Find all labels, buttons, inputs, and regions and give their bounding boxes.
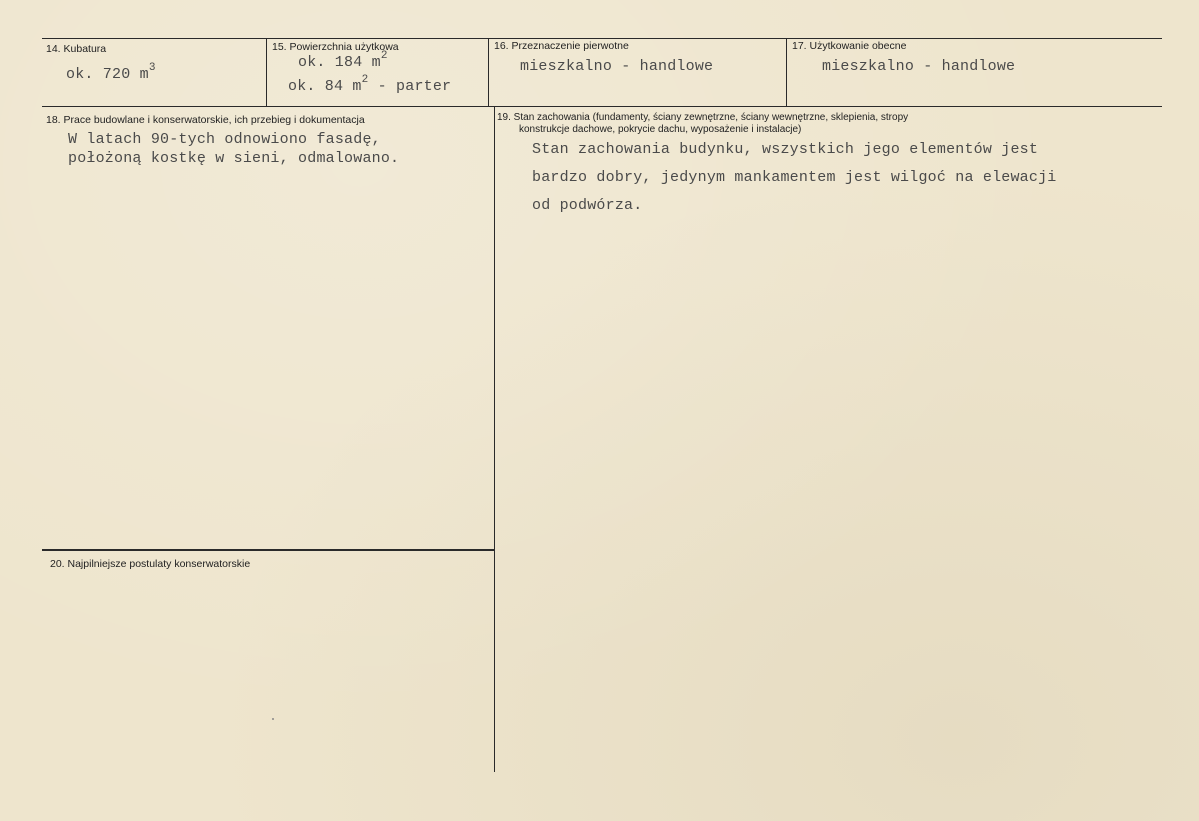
field-19-line-3: od podwórza. (532, 197, 643, 214)
field-17-label: 17. Użytkowanie obecne (792, 40, 907, 52)
usable-area-ground-suffix: - parter (368, 78, 452, 95)
field-14-label: 14. Kubatura (46, 43, 107, 55)
field-15-label: 15. Powierzchnia użytkowa (272, 41, 399, 53)
divider-15-16 (488, 38, 489, 106)
top-rule (42, 38, 1162, 39)
field-15-value-1 (298, 52, 388, 71)
usable-area-total-exponent: 2 (380, 50, 388, 62)
left-column-divider (42, 549, 495, 551)
field-19-line-2: bardzo dobry, jedynym mankamentem jest wilgoć na elewacji (532, 169, 1057, 186)
field-19-line-1: Stan zachowania budynku, wszystkich jego elementów jest (532, 141, 1039, 158)
main-vertical-divider (494, 106, 495, 772)
cubature-unit-exponent: 3 (148, 62, 156, 74)
divider-16-17 (786, 38, 787, 106)
field-18-line-2: położoną kostkę w sieni, odmalowano. (68, 150, 400, 167)
field-16-value: mieszkalno - handlowe (520, 58, 714, 75)
field-15-value-2 (288, 76, 451, 95)
field-18-label: 18. Prace budowlane i konserwatorskie, ich przebieg i dokumentacja (46, 114, 365, 126)
field-16-label: 16. Przeznaczenie pierwotne (494, 40, 629, 52)
paper-speck (272, 718, 274, 720)
field-19-value (532, 136, 1172, 220)
field-17-value: mieszkalno - handlowe (822, 58, 1016, 75)
field-19-label-line-2: konstrukcje dachowe, pokrycie dachu, wyposażenie i instalacje) (519, 124, 802, 135)
field-20-label: 20. Najpilniejsze postulaty konserwatorskie (50, 558, 251, 570)
field-18-value (68, 130, 488, 168)
field-14-value (66, 64, 156, 83)
cubature-text: ok. 720 m (66, 66, 149, 83)
divider-14-15 (266, 38, 267, 106)
row1-bottom-rule (42, 106, 1162, 107)
usable-area-total: ok. 184 m (298, 54, 381, 71)
field-18-line-1: W latach 90-tych odnowiono fasadę, (68, 131, 381, 148)
usable-area-ground-exponent: 2 (361, 74, 369, 86)
usable-area-ground: ok. 84 m (288, 78, 362, 95)
field-19-label-line-1: 19. Stan zachowania (fundamenty, ściany zewnętrzne, ściany wewnętrzne, sklepienia, stropy (497, 112, 909, 123)
